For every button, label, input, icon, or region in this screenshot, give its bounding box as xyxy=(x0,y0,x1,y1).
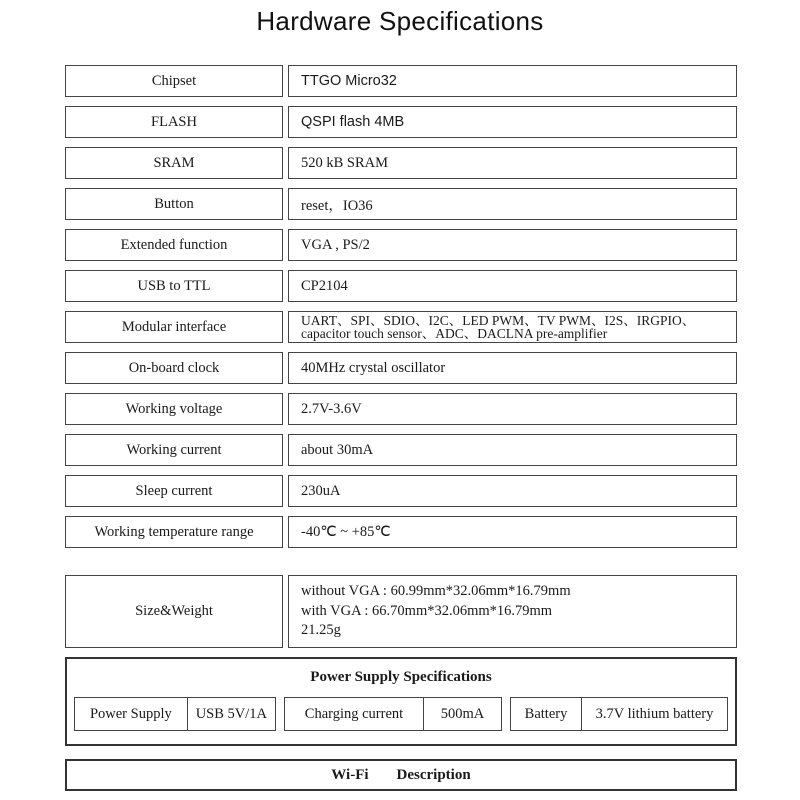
spec-label: SRAM xyxy=(65,147,283,179)
wifi-description-label: Description xyxy=(396,766,471,783)
wifi-section-header xyxy=(65,759,737,791)
spec-label: Working temperature range xyxy=(65,516,283,548)
spec-value xyxy=(288,575,737,648)
spec-row-sleep-current xyxy=(65,475,737,507)
power-item-label: Battery xyxy=(524,705,568,722)
spec-label: USB to TTL xyxy=(65,270,283,302)
spec-value: 2.7V-3.6V xyxy=(288,393,737,425)
spec-row-usb-to-ttl xyxy=(65,270,737,302)
spec-label: Button xyxy=(65,188,283,220)
spec-label: Extended function xyxy=(65,229,283,261)
spec-value: -40℃ ~ +85℃ xyxy=(288,516,737,548)
spec-value: QSPI flash 4MB xyxy=(288,106,737,138)
spec-row-size-weight xyxy=(65,575,737,648)
spec-label: Working voltage xyxy=(65,393,283,425)
size-line: without VGA : 60.99mm*32.06mm*16.79mm xyxy=(301,583,571,600)
spec-value: 40MHz crystal oscillator xyxy=(288,352,737,384)
wifi-label: Wi-Fi xyxy=(331,766,369,783)
spec-label: Chipset xyxy=(65,65,283,97)
spec-row-chipset xyxy=(65,65,737,97)
charging-current-group xyxy=(284,697,502,731)
spec-value: TTGO Micro32 xyxy=(288,65,737,97)
spec-label: Working current xyxy=(65,434,283,466)
power-item-label: Charging current xyxy=(304,705,404,722)
page-title: Hardware Specifications xyxy=(256,6,544,36)
spec-row-sram xyxy=(65,147,737,179)
weight-line: 21.25g xyxy=(301,622,341,639)
spec-value: CP2104 xyxy=(288,270,737,302)
spec-row-modular-interface xyxy=(65,311,737,343)
spec-label: On-board clock xyxy=(65,352,283,384)
spec-value xyxy=(288,311,737,343)
spec-row-button xyxy=(65,188,737,220)
spec-row-on-board-clock xyxy=(65,352,737,384)
spec-value: about 30mA xyxy=(288,434,737,466)
spec-label: Sleep current xyxy=(65,475,283,507)
power-supply-group xyxy=(74,697,276,731)
spec-label: Size&Weight xyxy=(65,575,283,648)
spec-row-flash xyxy=(65,106,737,138)
spec-label: FLASH xyxy=(65,106,283,138)
spec-row-working-current xyxy=(65,434,737,466)
spec-value: reset，IO36 xyxy=(288,188,737,220)
spec-value: 230uA xyxy=(288,475,737,507)
power-supply-section xyxy=(65,657,737,746)
spec-value-line: capacitor touch sensor、ADC、DACLNA pre-amplifier xyxy=(301,326,608,341)
spec-value: VGA , PS/2 xyxy=(288,229,737,261)
power-item-label: Power Supply xyxy=(89,705,172,722)
power-section-title: Power Supply Specifications xyxy=(310,669,492,685)
spec-label: Modular interface xyxy=(65,311,283,343)
power-item-value: USB 5V/1A xyxy=(187,698,275,730)
spec-row-extended-function xyxy=(65,229,737,261)
spec-row-working-temperature xyxy=(65,516,737,548)
power-item-value: 500mA xyxy=(423,698,501,730)
size-line: with VGA : 66.70mm*32.06mm*16.79mm xyxy=(301,602,553,619)
spec-row-working-voltage xyxy=(65,393,737,425)
spec-value-line: UART、SPI、SDIO、I2C、LED PWM、TV PWM、I2S、IRGPIO、 xyxy=(301,312,696,328)
battery-group xyxy=(510,697,728,731)
spec-value: 520 kB SRAM xyxy=(288,147,737,179)
power-item-value: 3.7V lithium battery xyxy=(581,698,727,730)
